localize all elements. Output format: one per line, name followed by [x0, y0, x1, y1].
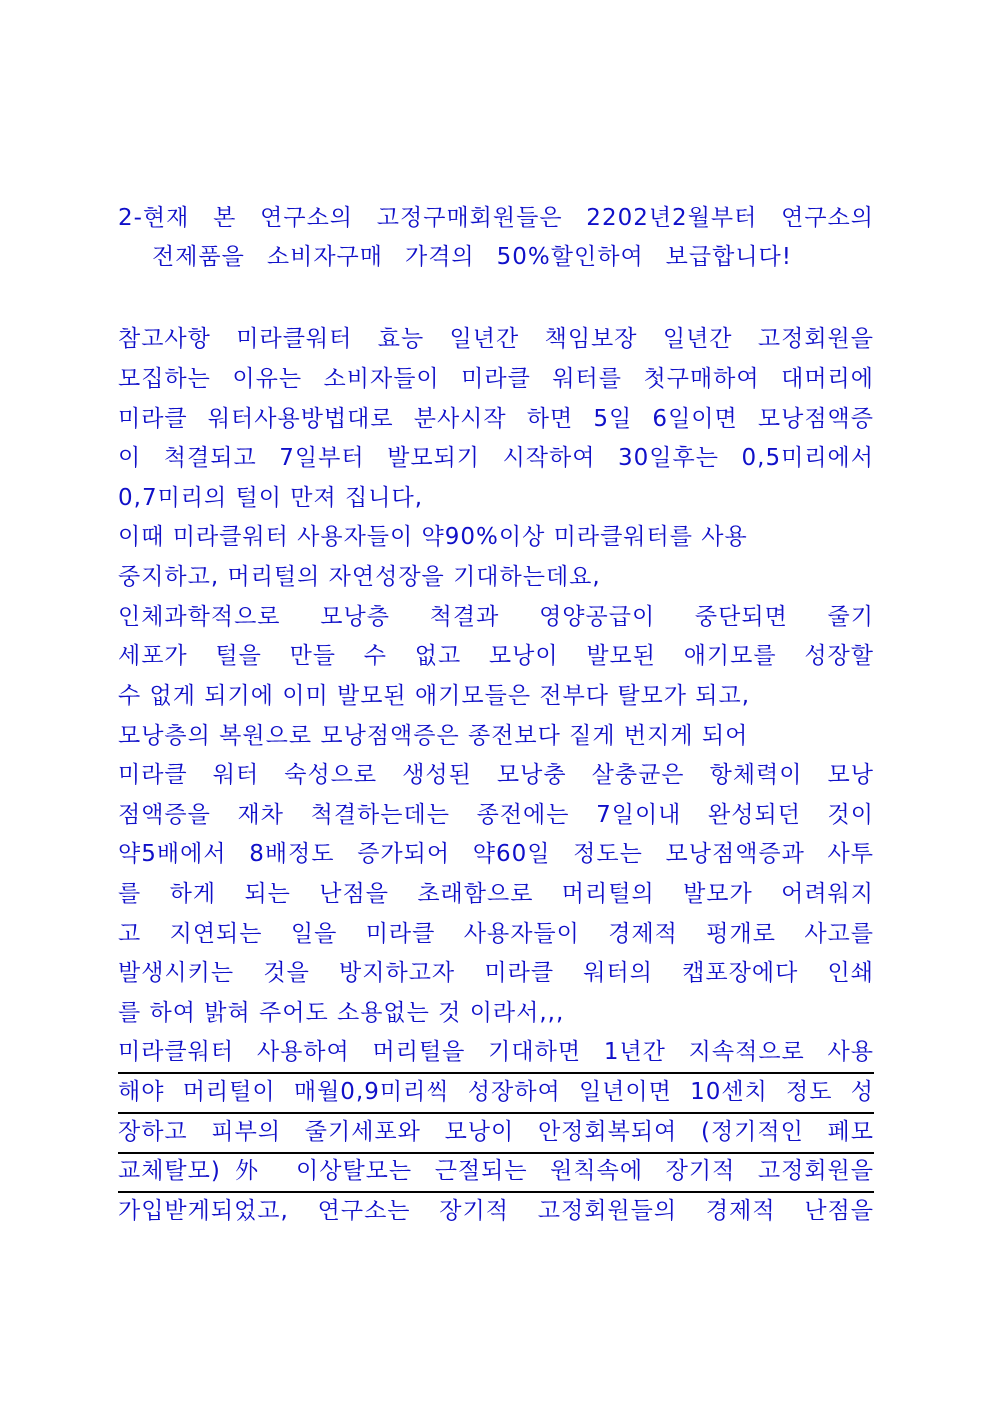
reference-line-16: 고 지연되는 일을 미라클 사용자들이 경제적 펑개로 사고를 [118, 921, 874, 947]
section2-line-2: 전제품을 소비자구매 가격의 50%할인하여 보급합니다! [152, 244, 792, 270]
reference-line-7: 중지하고, 머리털의 자연성장을 기대하는데요, [118, 564, 601, 590]
underlined-line-1: 미라클워터 사용하여 머리털을 기대하면 1년간 지속적으로 사용 [118, 1034, 874, 1074]
reference-line-15: 를 하게 되는 난점을 초래함으로 머리털의 발모가 어려워지 [118, 881, 874, 907]
reference-line-5: 0,7미리의 털이 만져 집니다, [118, 485, 424, 511]
reference-line-1: 참고사항 미라클워터 효능 일년간 책임보장 일년간 고정회원을 [118, 326, 874, 352]
reference-line-14: 약5배에서 8배정도 증가되어 약60일 정도는 모낭점액증과 사투 [118, 841, 874, 867]
underlined-line-3: 장하고 피부의 줄기세포와 모낭이 안정회복되여 (정기적인 페모 [118, 1114, 874, 1154]
reference-line-2: 모집하는 이유는 소비자들이 미라클 워터를 첫구매하여 대머리에 [118, 366, 874, 392]
reference-line-11: 모낭층의 복원으로 모낭점액증은 종전보다 짙게 번지게 되어 [118, 723, 749, 749]
reference-line-8: 인체과학적으로 모낭층 척결과 영양공급이 중단되면 줄기 [118, 604, 874, 630]
reference-line-12: 미라클 워터 숙성으로 생성된 모낭충 살충균은 항체력이 모낭 [118, 762, 874, 788]
reference-line-17: 발생시키는 것을 방지하고자 미라클 워터의 캡포장에다 인쇄 [118, 960, 874, 986]
reference-line-9: 세포가 털을 만들 수 없고 모낭이 발모된 애기모를 성장할 [118, 643, 874, 669]
reference-line-4: 이 척결되고 7일부터 발모되기 시작하여 30일후는 0,5미리에서 [118, 445, 874, 471]
reference-line-18: 를 하여 밝혀 주어도 소용없는 것 이라서,,, [118, 1000, 565, 1026]
reference-line-3: 미라클 워터사용방법대로 분사시작 하면 5일 6일이면 모낭점액증 [118, 406, 874, 432]
underlined-line-4: 교체탈모)外 이상탈모는 근절되는 원칙속에 장기적 고정회원을 [118, 1153, 874, 1193]
underlined-line-2: 해야 머리털이 매월0,9미리씩 성장하여 일년이면 10센치 정도 성 [118, 1074, 874, 1114]
closing-line-1: 가입받게되었고, 연구소는 장기적 고정회원들의 경제적 난점을 [118, 1198, 874, 1224]
reference-line-10: 수 없게 되기에 이미 발모된 애기모들은 전부다 탈모가 되고, [118, 683, 751, 709]
section2-line-1: 2-현재 본 연구소의 고정구매회원들은 2202년2월부터 연구소의 [118, 205, 874, 231]
reference-line-6: 이때 미라클워터 사용자들이 약90%이상 미라클워터를 사용 [118, 524, 748, 550]
reference-line-13: 점액증을 재차 척결하는데는 종전에는 7일이내 완성되던 것이 [118, 802, 874, 828]
